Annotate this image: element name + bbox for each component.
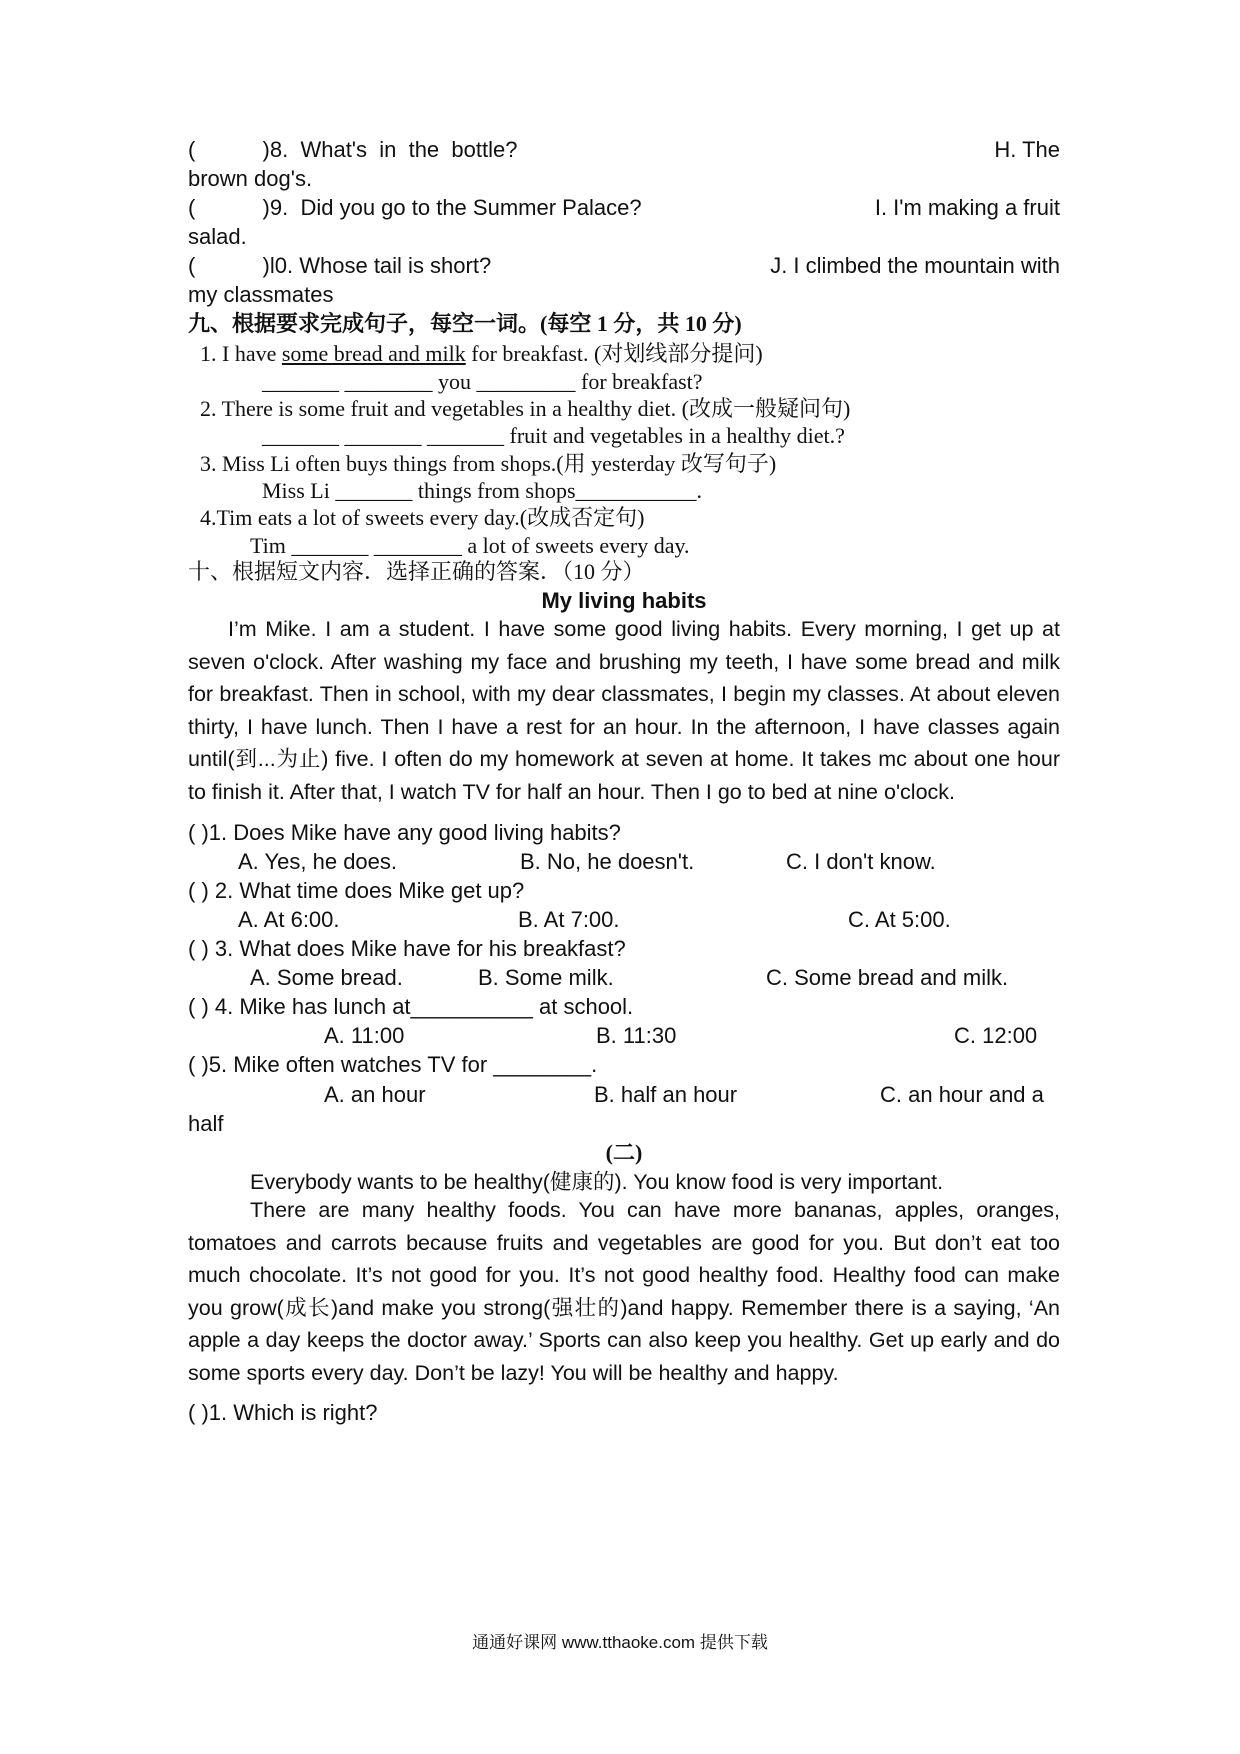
matching-wrap: salad.: [188, 224, 247, 249]
matching-wrap: brown dog's.: [188, 166, 313, 191]
underlined-text: some bread and milk: [281, 341, 466, 366]
matching-question: ( )8. What's in the bottle?: [188, 137, 518, 162]
part-2-question-1: ( )1. Which is right?: [188, 1400, 378, 1425]
item-text: 1. I have: [200, 341, 282, 366]
footer-text: 通通好课网 www.tthaoke.com 提供下载: [472, 1633, 768, 1652]
option-b: B. No, he doesn't.: [520, 849, 695, 874]
option-b: B. 11:30: [596, 1023, 677, 1048]
part-2-title: (二): [605, 1140, 643, 1165]
option-c: C. I don't know.: [786, 849, 936, 874]
option-a: A. Yes, he does.: [238, 849, 398, 874]
question-2: ( ) 2. What time does Mike get up?: [188, 878, 525, 903]
section-9-answer-4: Tim _______ ________ a lot of sweets every day.: [250, 533, 690, 558]
item-text: for breakfast. (对划线部分提问): [465, 341, 763, 366]
option-a: A. an hour: [324, 1082, 426, 1107]
option-c: C. 12:00: [954, 1023, 1038, 1048]
question-4: ( ) 4. Mike has lunch at__________ at school.: [188, 994, 634, 1019]
option-wrap: half: [188, 1111, 224, 1136]
section-9-item-1: [200, 340, 763, 368]
question-3: ( ) 3. What does Mike have for his breakfast?: [188, 936, 626, 961]
matching-question: ( )9. Did you go to the Summer Palace?: [188, 195, 642, 220]
option-c: C. an hour and a: [880, 1082, 1044, 1107]
matching-wrap: my classmates: [188, 282, 334, 307]
passage-2: There are many healthy foods. You can have more bananas, apples, oranges, tomatoes and carrots because fruits and vegetables are good for you. But don’t eat too much chocolate. It’s not good for you. It’s not good healthy food. Healthy food can make you grow(成长)and make you strong(强壮的)and happy. Remember there is a saying, ‘An apple a day keeps the doctor away.’ Sports can also keep you healthy. Get up early and do some sports every day. Don’t be lazy! You will be healthy and happy.: [188, 1198, 1060, 1385]
passage-1: I’m Mike. I am a student. I have some good living habits. Every morning, I get up at seven o'clock. After washing my face and brushing my teeth, I have some bread and milk for breakfast. Then in school, with my dear classmates, I begin my classes. At about eleven thirty, I have lunch. Then I have a rest for an hour. In the afternoon, I have classes again until(到...为止) five. I often do my homework at seven at home. It takes mc about one hour to finish it. After that, I watch TV for half an hour. Then I go to bed at nine o'clock.: [188, 617, 1060, 804]
section-9-answer-3: Miss Li _______ things from shops___________.: [262, 478, 703, 503]
option-b: B. half an hour: [594, 1082, 738, 1107]
matching-item-10: [188, 252, 1060, 280]
section-9-answer-2: _______ _______ _______ fruit and vegetables in a healthy diet.?: [262, 423, 845, 448]
matching-answer: H. The: [994, 137, 1060, 162]
question-5: ( )5. Mike often watches TV for ________.: [188, 1052, 598, 1077]
matching-item-9: [188, 194, 1060, 222]
matching-question: ( )l0. Whose tail is short?: [188, 253, 492, 278]
option-c: C. At 5:00.: [848, 907, 951, 932]
matching-answer: I. I'm making a fruit: [874, 195, 1060, 220]
option-b: B. At 7:00.: [518, 907, 620, 932]
section-9-item-2: 2. There is some fruit and vegetables in a healthy diet. (改成一般疑问句): [200, 396, 851, 421]
passage-2-intro: Everybody wants to be healthy(健康的). You know food is very important.: [250, 1170, 944, 1194]
matching-answer: J. I climbed the mountain with: [770, 253, 1060, 278]
section-10-title: 十、根据短文内容．选择正确的答案．（10 分）: [188, 559, 645, 584]
option-b: B. Some milk.: [478, 965, 614, 990]
option-c: C. Some bread and milk.: [766, 965, 1009, 990]
option-a: A. At 6:00.: [238, 907, 340, 932]
section-9-item-4: 4.Tim eats a lot of sweets every day.(改成否定句): [200, 505, 645, 530]
section-9-item-3: 3. Miss Li often buys things from shops.(用 yesterday 改写句子): [200, 451, 777, 476]
option-a: A. Some bread.: [250, 965, 403, 990]
option-a: A. 11:00: [324, 1023, 405, 1048]
matching-item-8: [188, 136, 1060, 164]
question-1: ( )1. Does Mike have any good living habits?: [188, 820, 621, 845]
passage-title: My living habits: [541, 588, 707, 613]
section-9-title: 九、根据要求完成句子，每空一词。(每空 1 分，共 10 分): [188, 311, 742, 336]
section-9-answer-1: _______ ________ you _________ for breakfast?: [262, 369, 703, 394]
